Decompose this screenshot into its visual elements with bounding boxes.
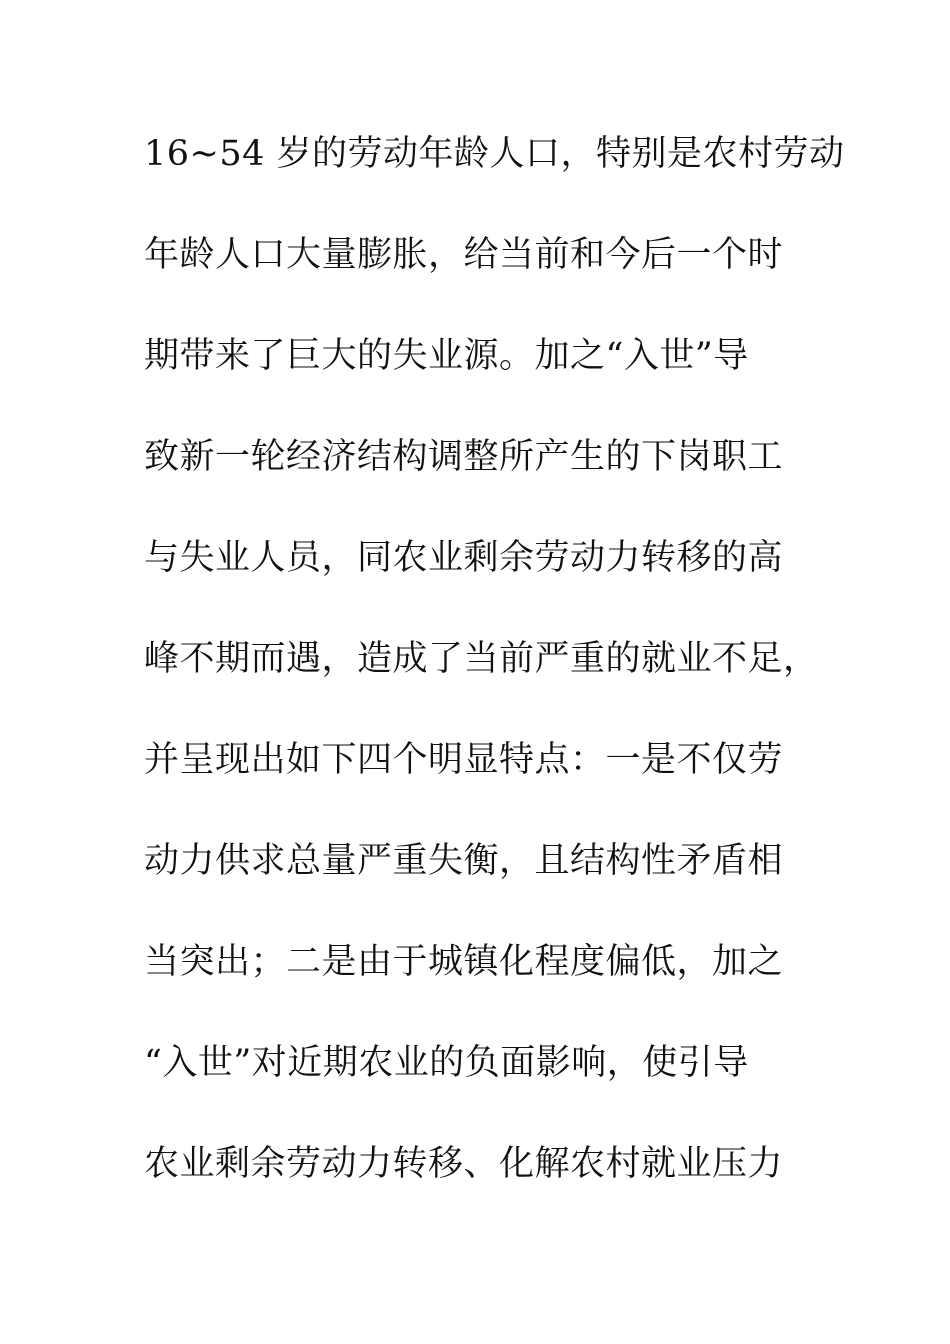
text-line: 年龄人口大量膨胀，给当前和今后一个时 <box>144 235 784 275</box>
text-line: 致新一轮经济结构调整所产生的下岗职工 <box>144 437 784 477</box>
text-line: “入世”对近期农业的负面影响，使引导 <box>144 1043 749 1083</box>
text-line: 16~54 岁的劳动年龄人口，特别是农村劳动 <box>144 134 845 174</box>
text-line: 农业剩余劳动力转移、化解农村就业压力 <box>144 1144 784 1184</box>
text-line: 动力供求总量严重失衡，且结构性矛盾相 <box>144 841 784 881</box>
text-line: 并呈现出如下四个明显特点：一是不仅劳 <box>144 740 784 780</box>
text-line: 当突出；二是由于城镇化程度偏低，加之 <box>144 942 784 982</box>
body-text <box>144 128 844 1239</box>
text-line: 峰不期而遇，造成了当前严重的就业不足， <box>144 639 819 679</box>
text-line: 与失业人员，同农业剩余劳动力转移的高 <box>144 538 784 578</box>
text-line: 期带来了巨大的失业源。加之“入世”导 <box>144 336 749 376</box>
